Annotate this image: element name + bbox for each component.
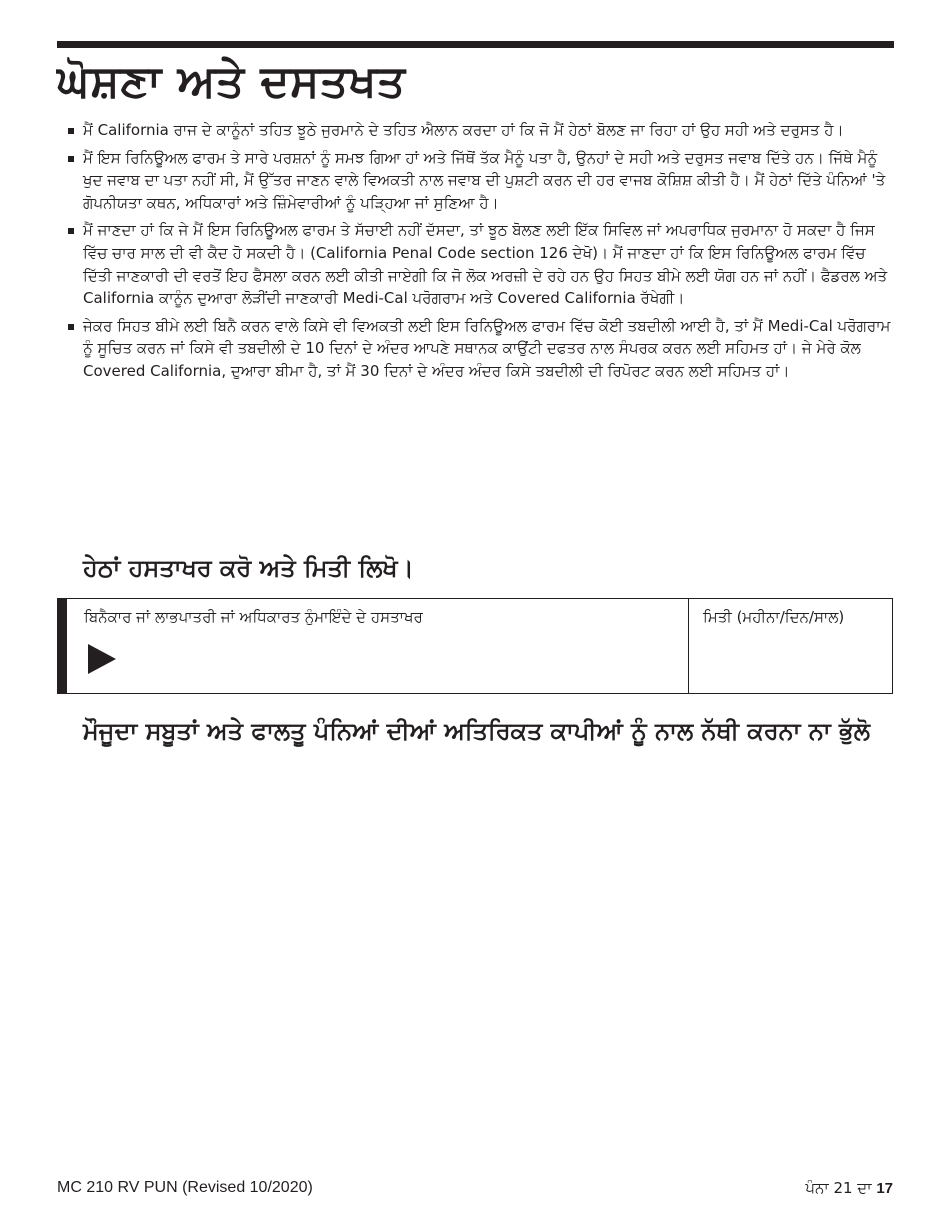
page-number — [805, 1178, 893, 1199]
signature-label: ਬਿਨੈਕਾਰ ਜਾਂ ਲਾਭਪਾਤਰੀ ਜਾਂ ਅਧਿਕਾਰਤ ਨੁੰਮਾਇੰਦੇ ਦੇ ਹਸਤਾਖਰ — [84, 608, 423, 626]
bullet-icon — [68, 156, 74, 162]
list-item — [68, 147, 894, 215]
form-id: MC 210 RV PUN (Revised 10/2020) — [57, 1179, 313, 1196]
declaration-text: ਮੈਂ ਜਾਣਦਾ ਹਾਂ ਕਿ ਜੇ ਮੈਂ ਇਸ ਰਿਨਿਊਅਲ ਫਾਰਮ ਤੇ ਸੱਚਾਈ ਨਹੀਂ ਦੱਸਦਾ, ਤਾਂ ਝੂਠ ਬੋਲਣ ਲਈ ਇੱਕ ਸਿਵਿਲ ਜਾਂ ਅਪਰਾਧਿਕ ਜੁਰਮਾਨਾ ਹੋ ਸਕਦਾ ਹੈ ਜਿਸ ਵਿੱਚ ਚਾਰ ਸਾਲ ਦੀ ਵੀ ਕੈਦ ਹੋ ਸਕਦੀ ਹੈ। (California Penal Code section 126 ਦੇਖੋ)। ਮੈਂ ਜਾਣਦਾ ਹਾਂ ਕਿ ਇਸ ਰਿਨਿਊਅਲ ਫਾਰਮ ਵਿੱਚ ਦਿੱਤੀ ਜਾਣਕਾਰੀ ਦੀ ਵਰਤੋਂ ਇਹ ਫੈਸਲਾ ਕਰਨ ਲਈ ਕੀਤੀ ਜਾਏਗੀ ਕਿ ਜੋ ਲੋਕ ਅਰਜ਼ੀ ਦੇ ਰਹੇ ਹਨ ਉਹ ਸਿਹਤ ਬੀਮੇ ਲਈ ਯੋਗ ਹਨ ਜਾਂ ਨਹੀਂ। ਫੈਡਰਲ ਅਤੇ California ਕਾਨੂੰਨ ਦੁਆਰਾ ਲੋੜੀਂਦੀ ਜਾਣਕਾਰੀ Medi-Cal ਪਰੋਗਰਾਮ ਅਤੇ Covered California ਰੱਖੇਗੀ। — [83, 221, 888, 308]
list-item — [68, 315, 894, 383]
signature-box — [57, 598, 893, 694]
list-item — [68, 119, 894, 142]
signature-heading: ਹੇਠਾਂ ਹਸਤਾਖਰ ਕਰੋ ਅਤੇ ਮਿਤੀ ਲਿਖੋ। — [83, 554, 414, 582]
bullet-icon — [68, 324, 74, 330]
declaration-text: ਮੈਂ California ਰਾਜ ਦੇ ਕਾਨੂੰਨਾਂ ਤਹਿਤ ਝੂਠੇ ਜੁਰਮਾਨੇ ਦੇ ਤਹਿਤ ਐਲਾਨ ਕਰਦਾ ਹਾਂ ਕਿ ਜੋ ਮੈਂ ਹੇਠਾਂ ਬੋਲਣ ਜਾ ਰਿਹਾ ਹਾਂ ਉਹ ਸਹੀ ਅਤੇ ਦਰੁਸਤ ਹੈ। — [83, 121, 844, 139]
list-item — [68, 219, 894, 309]
page-total: 17 — [876, 1180, 893, 1197]
bullet-icon — [68, 228, 74, 234]
reminder-text: ਮੌਜੂਦਾ ਸਬੂਤਾਂ ਅਤੇ ਫਾਲਤੂ ਪੰਨਿਆਂ ਦੀਆਂ ਅਤਿਰਿਕਤ ਕਾਪੀਆਂ ਨੂੰ ਨਾਲ ਨੱਥੀ ਕਰਨਾ ਨਾ ਭੁੱਲੋ — [83, 717, 870, 745]
date-field[interactable] — [689, 599, 892, 693]
signature-field[interactable] — [67, 599, 689, 693]
bullet-icon — [68, 128, 74, 134]
page-label: ਪੰਨਾ 21 ਦਾ — [805, 1179, 872, 1197]
date-label: ਮਿਤੀ (ਮਹੀਨਾ/ਦਿਨ/ਸਾਲ) — [703, 608, 845, 626]
arrow-right-icon — [88, 644, 116, 674]
declaration-text: ਮੈਂ ਇਸ ਰਿਨਿਊਅਲ ਫਾਰਮ ਤੇ ਸਾਰੇ ਪਰਸ਼ਨਾਂ ਨੂੰ ਸਮਝ ਗਿਆ ਹਾਂ ਅਤੇ ਜਿੱਥੋਂ ਤੱਕ ਮੈਨੂੰ ਪਤਾ ਹੈ, ਉਨਹਾਂ ਦੇ ਸਹੀ ਅਤੇ ਦਰੁਸਤ ਜਵਾਬ ਦਿੱਤੇ ਹਨ। ਜਿੱਥੇ ਮੈਨੂੰ ਖੁਦ ਜਵਾਬ ਦਾ ਪਤਾ ਨਹੀਂ ਸੀ, ਮੈਂ ਉੱਤਰ ਜਾਣਨ ਵਾਲੇ ਵਿਅਕਤੀ ਨਾਲ ਜਵਾਬ ਦੀ ਪੁਸ਼ਟੀ ਕਰਨ ਦੀ ਹਰ ਵਾਜਬ ਕੋਸ਼ਿਸ਼ ਕੀਤੀ ਹੈ। ਮੈਂ ਹੇਠਾਂ ਦਿੱਤੇ ਪੰਨਿਆਂ 'ਤੇ ਗੋਪਨੀਯਤਾ ਕਥਨ, ਅਧਿਕਾਰਾਂ ਅਤੇ ਜ਼ਿੰਮੇਵਾਰੀਆਂ ਨੂੰ ਪੜ੍ਹਿਆ ਜਾਂ ਸੁਣਿਆ ਹੈ। — [83, 148, 886, 212]
top-rule — [57, 41, 894, 48]
declaration-text: ਜੇਕਰ ਸਿਹਤ ਬੀਮੇ ਲਈ ਬਿਨੈ ਕਰਨ ਵਾਲੇ ਕਿਸੇ ਵੀ ਵਿਅਕਤੀ ਲਈ ਇਸ ਰਿਨਿਊਅਲ ਫਾਰਮ ਵਿੱਚ ਕੋਈ ਤਬਦੀਲੀ ਆਈ ਹੈ, ਤਾਂ ਮੈਂ Medi-Cal ਪਰੋਗਰਾਮ ਨੂੰ ਸੂਚਿਤ ਕਰਨ ਜਾਂ ਕਿਸੇ ਵੀ ਤਬਦੀਲੀ ਦੇ 10 ਦਿਨਾਂ ਦੇ ਅੰਦਰ ਆਪਣੇ ਸਥਾਨਕ ਕਾਉਂਟੀ ਦਫਤਰ ਨਾਲ ਸੰਪਰਕ ਕਰਨ ਲਈ ਸਹਿਮਤ ਹਾਂ। ਜੇ ਮੇਰੇ ਕੋਲ Covered California, ਦੁਆਰਾ ਬੀਮਾ ਹੈ, ਤਾਂ ਮੈਂ 30 ਦਿਨਾਂ ਦੇ ਅੰਦਰ ਅੰਦਰ ਕਿਸੇ ਤਬਦੀਲੀ ਦੀ ਰਿਪੋਰਟ ਕਰਨ ਲਈ ਸਹਿਮਤ ਹਾਂ। — [83, 316, 891, 380]
declaration-list — [68, 119, 894, 388]
page-title: ਘੋਸ਼ਣਾ ਅਤੇ ਦਸਤਖਤ — [57, 56, 406, 107]
